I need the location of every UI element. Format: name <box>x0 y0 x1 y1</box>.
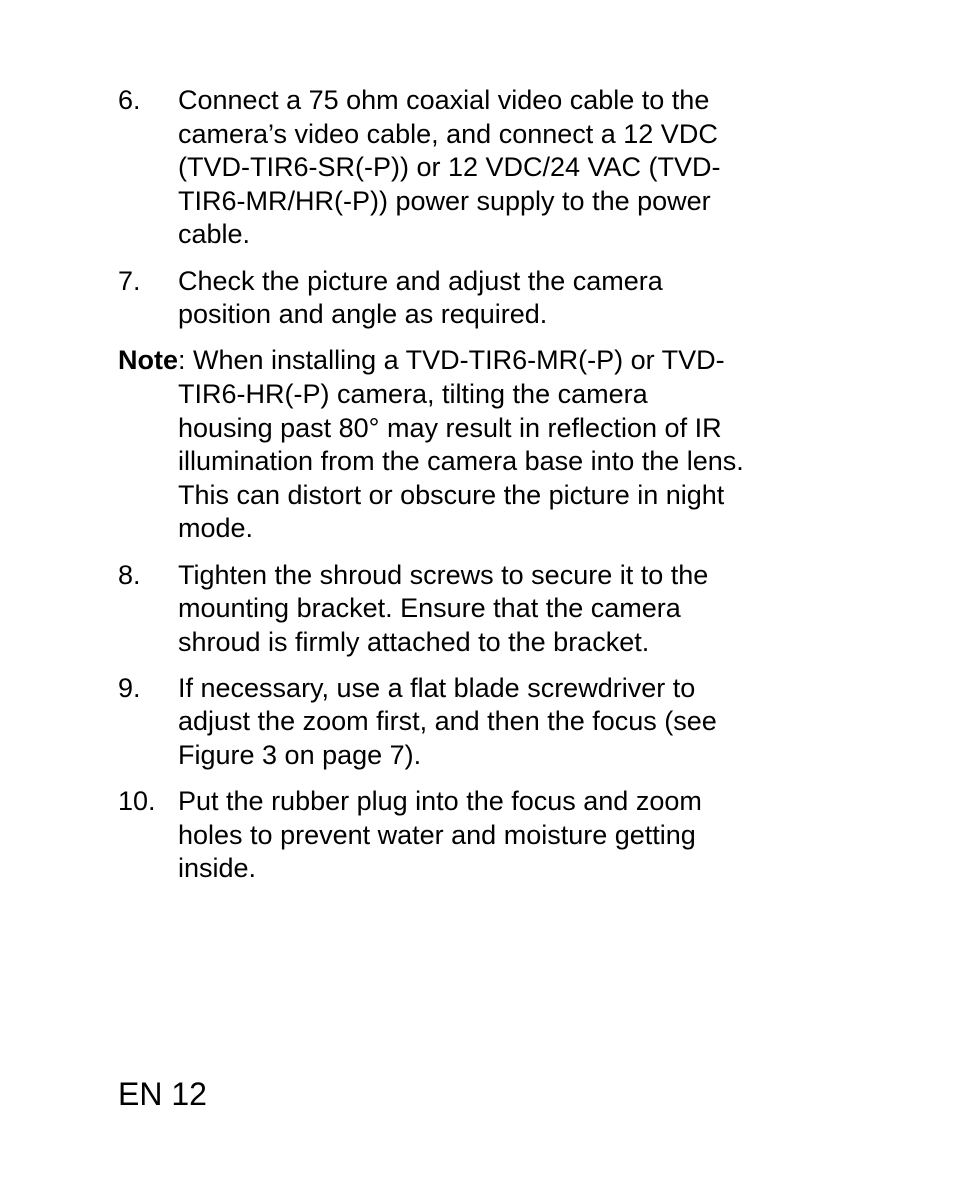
step-number: 6. <box>118 85 141 115</box>
note-text: TIR6-HR(-P) camera, tilting the camera housing past 80° may result in reflection of IR illumination from the camera base into the lens. This can distort or obscure the picture in night mode. <box>178 378 744 544</box>
note-first-line <box>118 344 818 378</box>
step-text: Connect a 75 ohm coaxial video cable to the camera’s video cable, and connect a 12 VDC (TVD-TIR6-SR(-P)) or 12 VDC/24 VAC (TVD- TIR6-MR/HR(-P)) power supply to the power cable. <box>178 85 721 250</box>
document-body <box>118 84 818 899</box>
list-item-step-8 <box>118 559 818 660</box>
step-number: 8. <box>118 559 141 590</box>
list-item-step-7 <box>118 265 818 332</box>
note-first-line-text: : When installing a TVD-TIR6-MR(-P) or TVD- <box>178 345 725 376</box>
list-item-step-10 <box>118 785 818 886</box>
list-item-step-9 <box>118 672 818 773</box>
step-text: Check the picture and adjust the camera position and angle as required. <box>178 265 663 330</box>
step-number: 7. <box>118 265 141 296</box>
note-block <box>118 344 818 546</box>
list-item-step-6 <box>118 84 818 252</box>
step-text: If necessary, use a flat blade screwdriver to adjust the zoom first, and then the focus (see Figure 3 on page 7). <box>178 672 717 771</box>
step-number: 9. <box>118 672 141 703</box>
note-label: Note <box>118 345 178 376</box>
page-number: EN 12 <box>118 1076 207 1112</box>
page-footer <box>118 1075 207 1113</box>
step-number: 10. <box>118 786 156 817</box>
step-text: Put the rubber plug into the focus and zoom holes to prevent water and moisture getting inside. <box>178 786 702 884</box>
step-text: Tighten the shroud screws to secure it to the mounting bracket. Ensure that the camera shroud is firmly attached to the bracket. <box>178 559 709 657</box>
